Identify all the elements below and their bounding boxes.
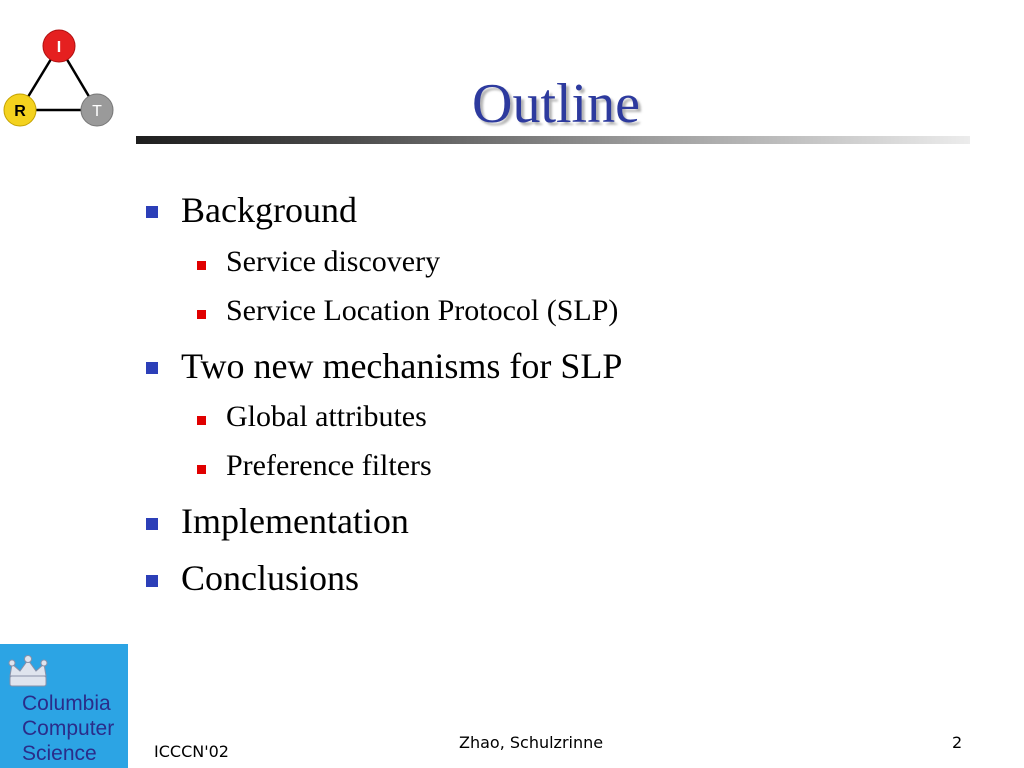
page-number: 2 xyxy=(952,733,963,752)
footer-conference: ICCCN'02 xyxy=(154,742,229,761)
irt-node-t: T xyxy=(92,103,102,120)
bullet-square-icon xyxy=(146,206,158,218)
list-item: Two new mechanisms for SLP xyxy=(181,346,623,386)
list-item: Conclusions xyxy=(181,558,360,598)
bullet-square-icon xyxy=(197,416,206,425)
columbia-line3: Science xyxy=(22,742,97,765)
irt-node-i: I xyxy=(56,39,62,56)
bullet-square-icon xyxy=(146,362,158,374)
list-item: Background xyxy=(181,190,357,230)
slide-title: Outline xyxy=(472,73,640,135)
columbia-wordmark xyxy=(22,691,114,766)
irt-node-r: R xyxy=(14,103,26,120)
list-item: Implementation xyxy=(181,501,409,541)
columbia-logo xyxy=(0,644,128,768)
irt-logo xyxy=(0,28,120,132)
bullet-square-icon xyxy=(197,465,206,474)
crown-icon xyxy=(6,652,50,690)
bullet-square-icon xyxy=(146,518,158,530)
list-item: Service discovery xyxy=(226,245,441,278)
list-item: Global attributes xyxy=(226,400,427,433)
bullet-square-icon xyxy=(197,261,206,270)
list-item: Preference filters xyxy=(226,449,432,482)
title-divider xyxy=(136,136,970,144)
columbia-line1: Columbia xyxy=(22,692,111,715)
footer-authors: Zhao, Schulzrinne xyxy=(459,733,604,752)
bullet-square-icon xyxy=(197,310,206,319)
list-item: Service Location Protocol (SLP) xyxy=(226,294,619,327)
bullet-square-icon xyxy=(146,575,158,587)
columbia-line2: Computer xyxy=(22,717,115,740)
